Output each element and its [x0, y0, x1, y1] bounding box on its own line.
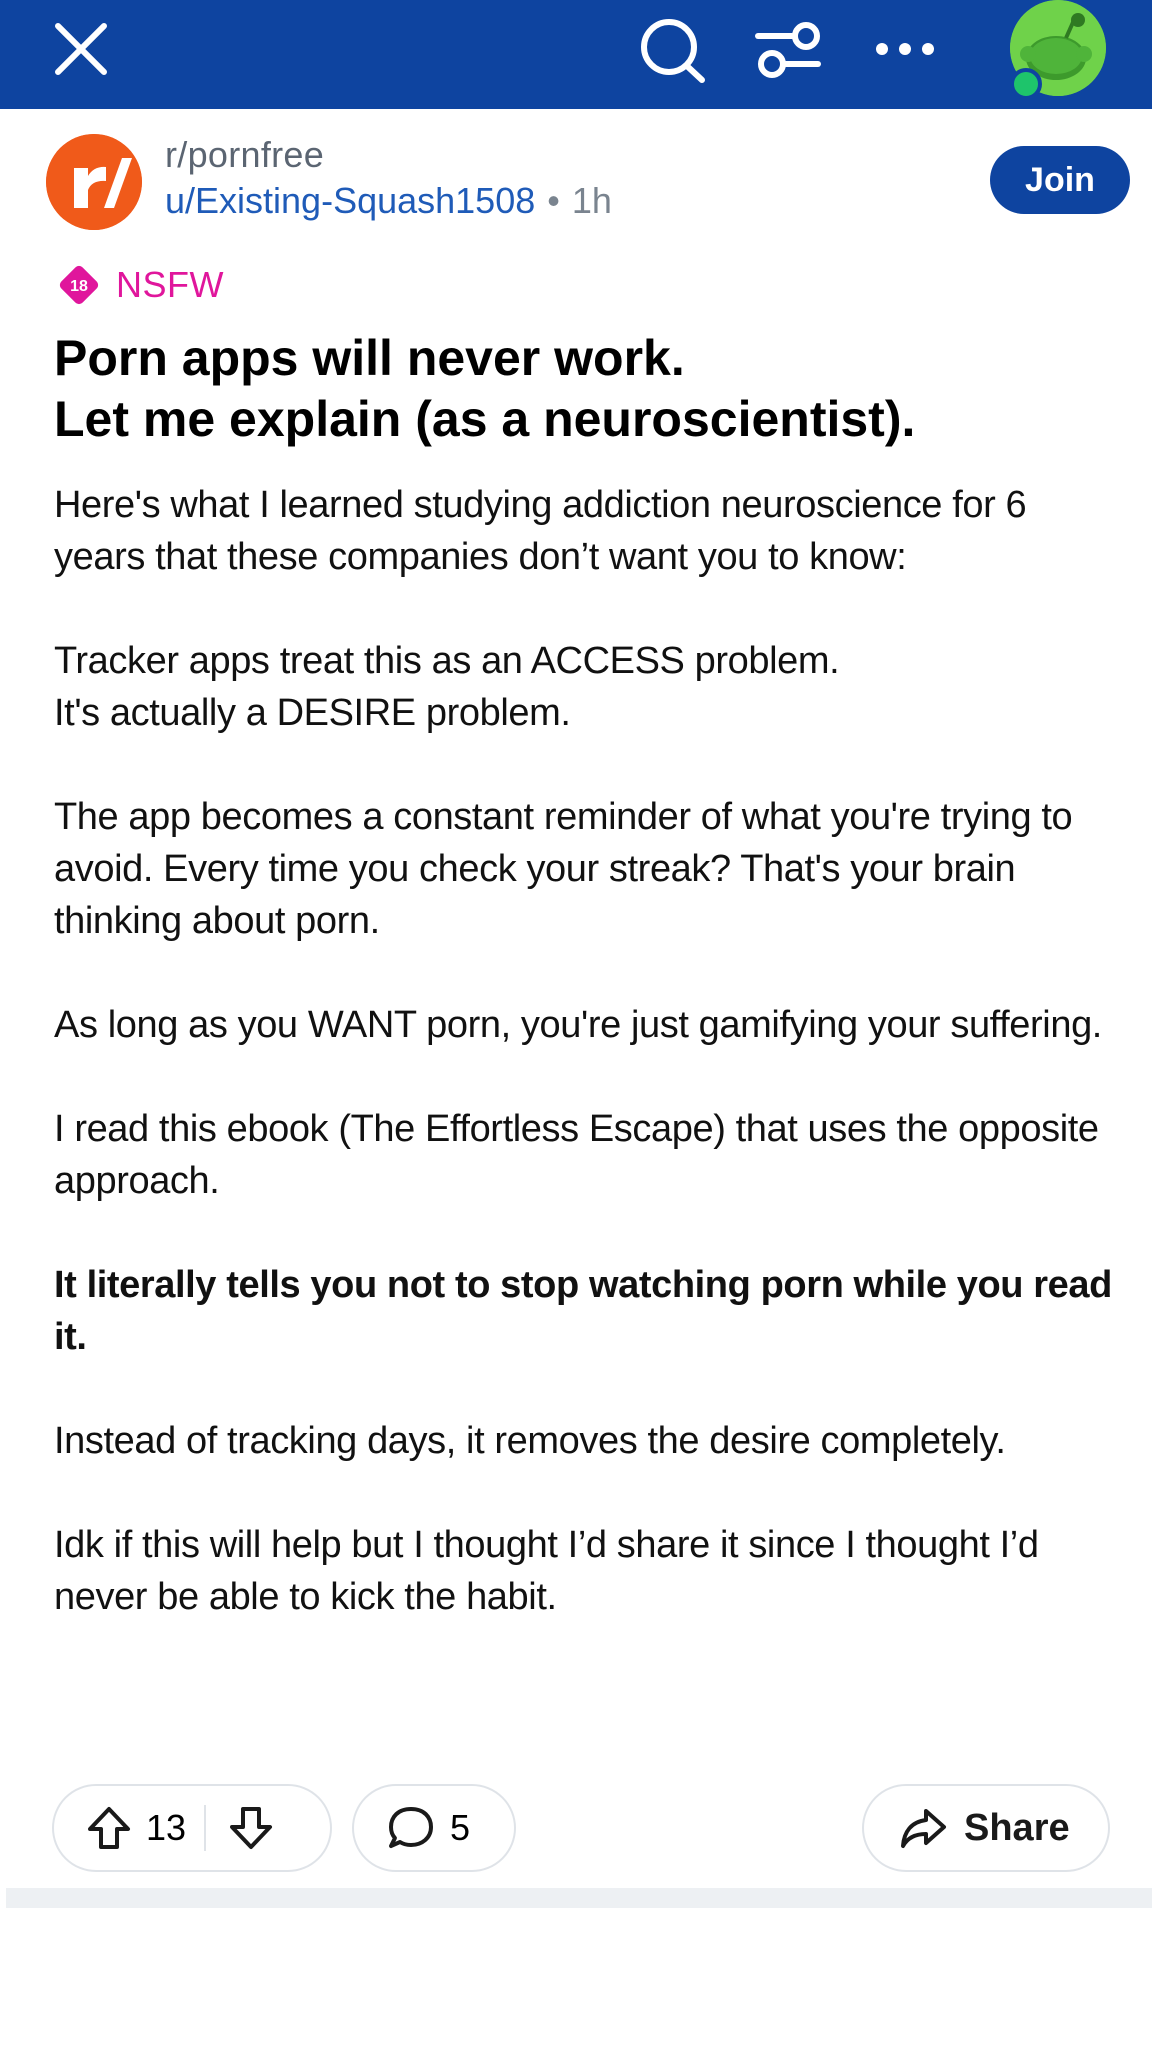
post-divider	[6, 1888, 1152, 1908]
author-link[interactable]: u/Existing-Squash1508	[165, 180, 536, 221]
vote-count: 13	[146, 1807, 187, 1848]
post-body-paragraph: I read this ebook (The Effortless Escape) that uses the opposite approach.	[54, 1108, 1099, 1202]
svg-text:18: 18	[70, 278, 88, 295]
post-body-paragraph: Instead of tracking days, it removes the desire completely.	[54, 1420, 1006, 1462]
post-title-line: Porn apps will never work.	[54, 330, 685, 386]
filter-icon[interactable]	[752, 14, 824, 84]
search-icon[interactable]	[638, 14, 708, 84]
top-navigation-bar	[0, 0, 1152, 109]
subreddit-name[interactable]: r/pornfree	[165, 134, 325, 175]
post-body-paragraph: Here's what I learned studying addiction neuroscience for 6 years that these companies don’t want you to know:	[54, 484, 1027, 578]
post-title	[54, 328, 1114, 450]
nsfw-label: NSFW	[116, 264, 224, 305]
nsfw-18-icon	[56, 262, 102, 308]
vote-controls	[52, 1784, 332, 1872]
close-icon[interactable]	[52, 20, 110, 78]
post-time: 1h	[571, 180, 612, 221]
nsfw-tag	[56, 262, 224, 308]
post-body-paragraph: Idk if this will help but I thought I’d share it since I thought I’d never be able to kick the habit.	[54, 1524, 1039, 1618]
post-body-paragraph: Tracker apps treat this as an ACCESS problem. It's actually a DESIRE problem.	[54, 640, 840, 734]
post-body-paragraph: It literally tells you not to stop watching porn while you read it.	[54, 1264, 1112, 1358]
share-label: Share	[964, 1806, 1070, 1849]
reddit-r-logo-icon	[46, 134, 142, 230]
subreddit-logo[interactable]	[46, 134, 142, 230]
upvote-icon[interactable]	[84, 1803, 134, 1853]
comment-icon	[386, 1803, 436, 1853]
share-button[interactable]	[862, 1784, 1110, 1872]
online-status-dot	[1010, 68, 1042, 100]
more-icon[interactable]	[872, 20, 938, 78]
downvote-icon[interactable]	[226, 1803, 276, 1853]
comments-button[interactable]	[352, 1784, 516, 1872]
post-body-paragraph: As long as you WANT porn, you're just gamifying your suffering.	[54, 1004, 1102, 1046]
post-title-line: Let me explain (as a neuroscientist).	[54, 391, 916, 447]
vote-separator	[204, 1805, 206, 1851]
share-icon	[898, 1803, 948, 1853]
post-body-paragraph: The app becomes a constant reminder of what you're trying to avoid. Every time you check your streak? That's your brain thinking about porn.	[54, 796, 1073, 942]
join-button[interactable]: Join	[990, 146, 1130, 214]
meta-separator: •	[547, 180, 560, 221]
post-meta	[165, 180, 612, 222]
post-body	[54, 479, 1124, 1675]
comment-count: 5	[450, 1807, 471, 1848]
